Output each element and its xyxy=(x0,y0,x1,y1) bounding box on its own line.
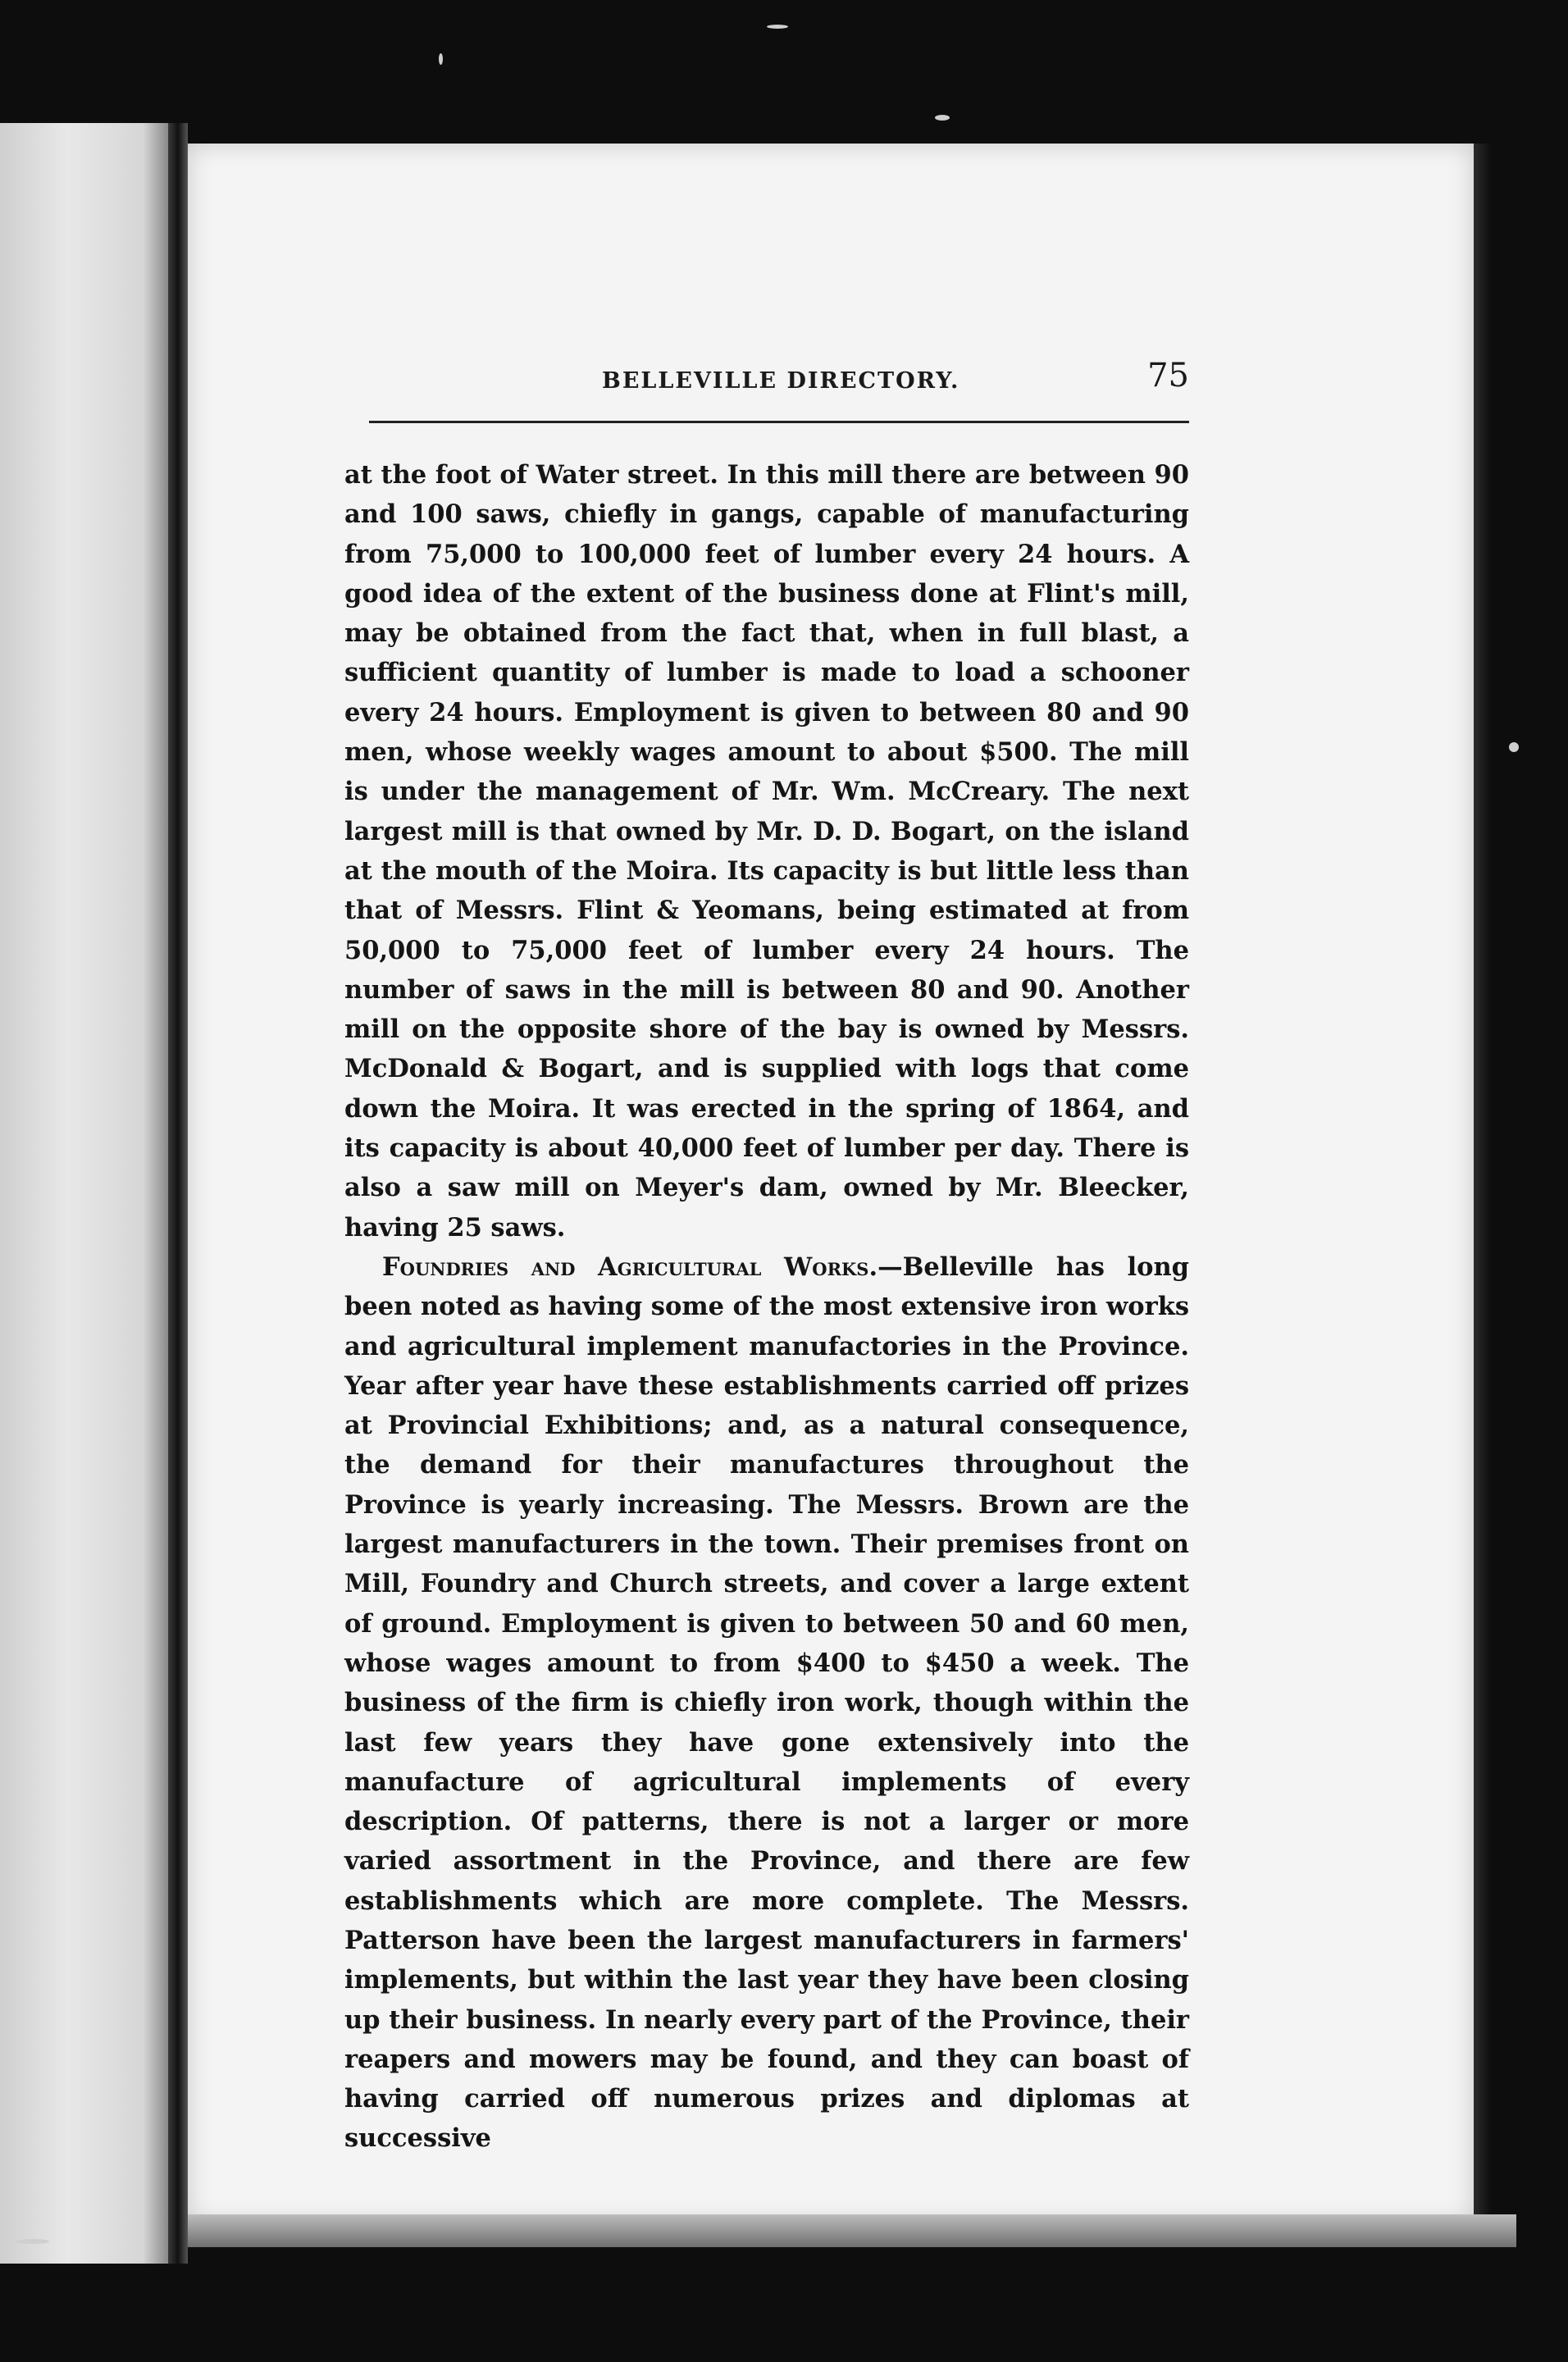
paragraph-foundries-text: —Belleville has long been noted as having some of the most extensive iron works and agricultural implement manufactories in the Province. Year after year have these establishments carried off prizes at Provincial Exhibitions; and, as a natural consequence, the demand for their manufactures throughout the Province is yearly increasing. The Messrs. Brown are the largest manufacturers in the town. Their premises front on Mill, Foundry and Church streets, and cover a large extent of ground. Employment is given to between 50 and 60 men, whose wages amount to from $400 to $450 a week. The business of the firm is chiefly iron work, though within the last few years they have gone extensively into the manufacture of agricultural implements of every description. Of patterns, there is not a larger or more varied assortment in the Province, and there are few establishments which are more complete. The Messrs. Patterson have been the largest manufacturers in farmers' implements, but within the last year they have been closing up their business. In nearly every part of the Province, their reapers and mowers may be found, and they can boast of having carried off numerous prizes and diplomas at successive xyxy=(344,1252,1190,2154)
header-rule xyxy=(369,421,1189,423)
page-right-edge xyxy=(1474,144,1492,2243)
previous-page-edge xyxy=(0,123,168,2264)
body-text xyxy=(344,455,1189,2159)
paragraph-foundries xyxy=(344,1247,1189,2159)
paragraph-mills: at the foot of Water street. In this mill there are between 90 and 100 saws, chiefly in gangs, capable of manufacturing from 75,000 to 100,000 feet of lumber every 24 hours. A good idea of the extent of the business done at Flint's mill, may be obtained from the fact that, when in full blast, a sufficient quantity of lumber is made to load a schooner every 24 hours. Employment is given to between 80 and 90 men, whose weekly wages amount to about $500. The mill is under the management of Mr. Wm. McCreary. The next largest mill is that owned by Mr. D. D. Bogart, on the island at the mouth of the Moira. Its capacity is but little less than that of Messrs. Flint & Yeomans, being estimated at from 50,000 to 75,000 feet of lumber every 24 hours. The number of saws in the mill is between 80 and 90. Another mill on the opposite shore of the bay is owned by Messrs. McDonald & Bogart, and is supplied with logs that come down the Moira. It was erected in the spring of 1864, and its capacity is about 40,000 feet of lumber per day. There is also a saw mill on Meyer's dam, owned by Mr. Bleecker, having 25 saws. xyxy=(344,460,1189,1243)
book-gutter xyxy=(168,123,188,2264)
page-bottom-edge xyxy=(188,2214,1516,2247)
running-head: BELLEVILLE DIRECTORY. xyxy=(602,368,960,394)
page-header xyxy=(344,357,1189,406)
section-heading: Foundries and Agricultural Works. xyxy=(382,1252,878,1282)
page-number: 75 xyxy=(1147,357,1189,394)
